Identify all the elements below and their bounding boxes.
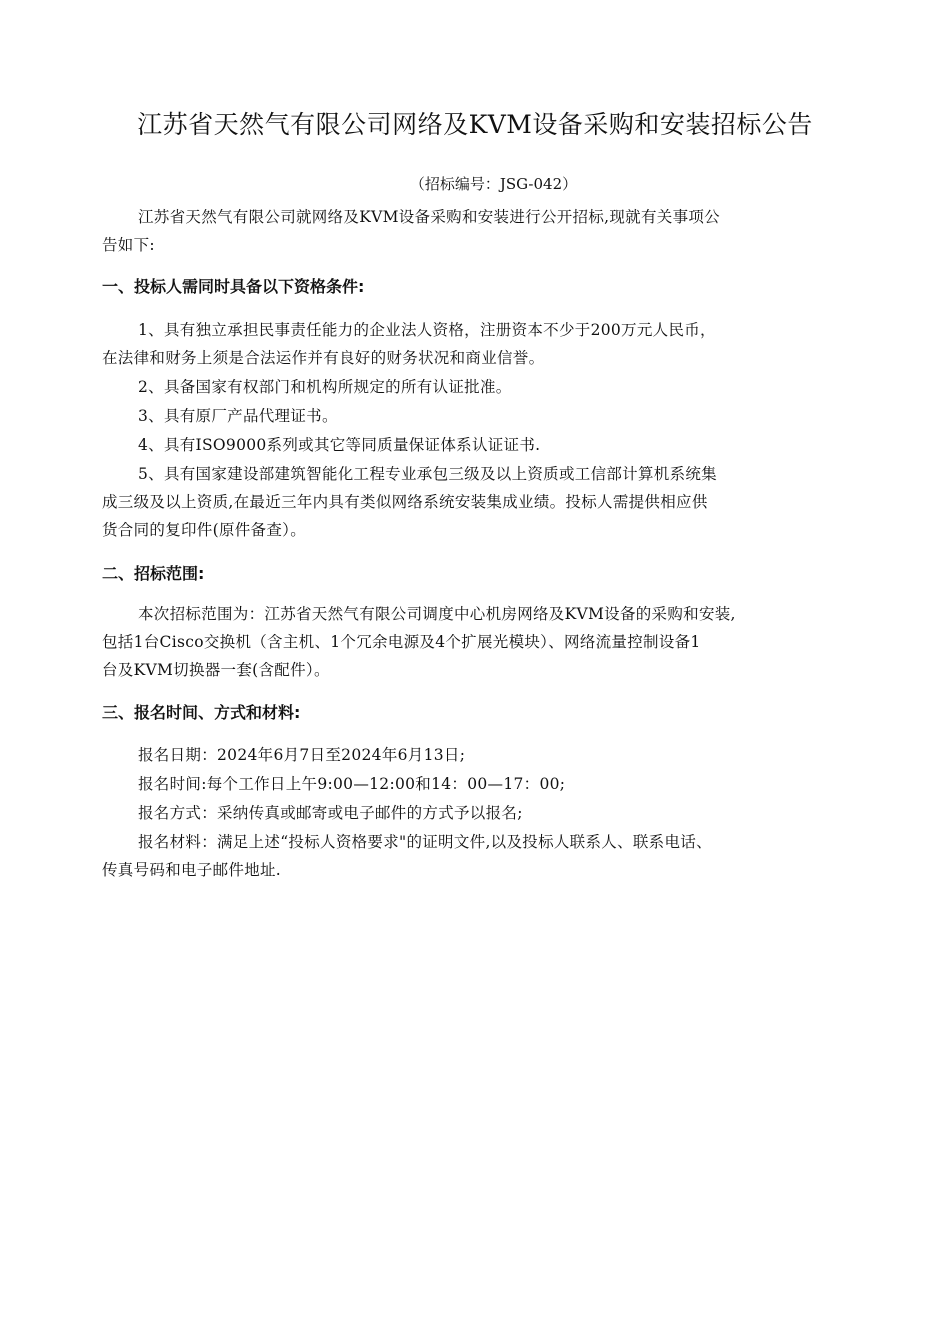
qualification-5-line-1: 5、具有国家建设部建筑智能化工程专业承包三级及以上资质或工信部计算机系统集 bbox=[138, 465, 717, 483]
qualification-5-line-3: 货合同的复印件(原件备查）。 bbox=[102, 521, 306, 539]
bid-number: （招标编号：JSG-042） bbox=[409, 175, 578, 193]
intro-line-1: 江苏省天然气有限公司就网络及KVM设备采购和安装进行公开招标,现就有关事项公 bbox=[138, 208, 720, 226]
section-1-heading: 一、投标人需同时具备以下资格条件: bbox=[102, 277, 365, 296]
registration-materials-line-1: 报名材料：满足上述“投标人资格要求"的证明文件,以及投标人联系人、联系电话、 bbox=[138, 833, 712, 851]
registration-materials-line-2: 传真号码和电子邮件地址. bbox=[102, 861, 282, 879]
intro-line-2: 告如下: bbox=[102, 236, 155, 254]
registration-time: 报名时间:每个工作日上午9:00—12:00和14：00—17：00; bbox=[138, 775, 566, 793]
section-2-heading: 二、招标范围: bbox=[102, 564, 205, 583]
registration-date: 报名日期：2024年6月7日至2024年6月13日; bbox=[138, 746, 466, 764]
qualification-5-line-2: 成三级及以上资质,在最近三年内具有类似网络系统安装集成业绩。投标人需提供相应供 bbox=[102, 493, 708, 511]
scope-line-3: 台及KVM切换器一套(含配件）。 bbox=[102, 661, 330, 679]
qualification-3: 3、具有原厂产品代理证书。 bbox=[138, 407, 338, 425]
qualification-4: 4、具有ISO9000系列或其它等同质量保证体系认证证书. bbox=[138, 436, 541, 454]
registration-method: 报名方式：采纳传真或邮寄或电子邮件的方式予以报名; bbox=[138, 804, 523, 822]
qualification-1-line-1: 1、具有独立承担民事责任能力的企业法人资格，注册资本不少于200万元人民币， bbox=[138, 321, 716, 339]
scope-line-1: 本次招标范围为：江苏省天然气有限公司调度中心机房网络及KVM设备的采购和安装, bbox=[138, 605, 736, 623]
qualification-1-line-2: 在法律和财务上须是合法运作并有良好的财务状况和商业信誉。 bbox=[102, 349, 545, 367]
document-title: 江苏省天然气有限公司网络及KVM设备采购和安装招标公告 bbox=[137, 110, 813, 139]
qualification-2: 2、具备国家有权部门和机构所规定的所有认证批准。 bbox=[138, 378, 512, 396]
scope-line-2: 包括1台Cisco交换机（含主机、1个冗余电源及4个扩展光模块）、网络流量控制设备1 bbox=[102, 633, 701, 651]
section-3-heading: 三、报名时间、方式和材料: bbox=[102, 703, 301, 722]
